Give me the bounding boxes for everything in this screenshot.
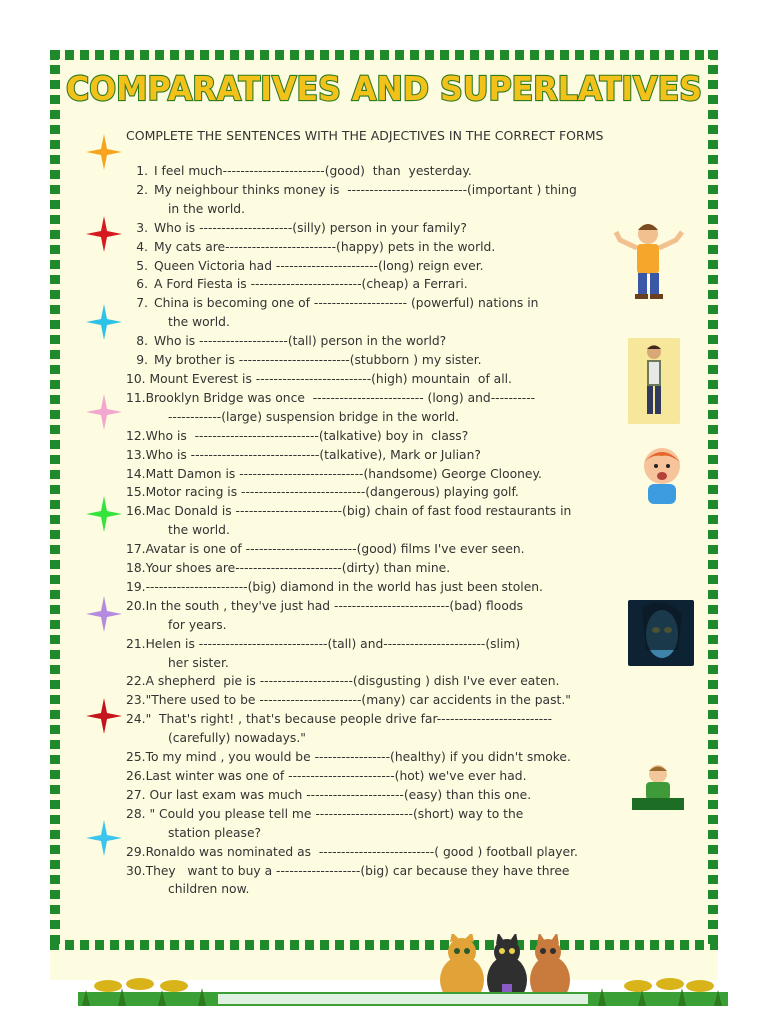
standing-boy-icon bbox=[628, 338, 680, 424]
sentence-number: 1. bbox=[136, 164, 148, 178]
sentence-line bbox=[126, 427, 686, 446]
sentence-number: 2. bbox=[136, 182, 148, 197]
sentence-text: Brooklyn Bridge was once ------------------------- (long) and---------- bbox=[145, 390, 536, 405]
sentence-line bbox=[126, 748, 686, 767]
sentence-number: 21. bbox=[126, 636, 146, 651]
sentence-number: 23. bbox=[126, 693, 146, 708]
sentence-text: China is becoming one of --------------------- (powerful) nations in bbox=[154, 296, 539, 311]
sentence-number: 7. bbox=[136, 296, 148, 311]
sentence-text: Who is ---------------------(silly) person in your family? bbox=[154, 220, 467, 235]
orange-star-icon bbox=[86, 134, 122, 170]
sentence-line bbox=[126, 635, 686, 654]
sentence-line bbox=[126, 351, 686, 370]
sentence-text: Who is -----------------------------(talkative), Mark or Julian? bbox=[145, 447, 481, 462]
sentence-text: Matt Damon is ----------------------------(handsome) George Clooney. bbox=[145, 466, 542, 481]
sentence-line bbox=[126, 672, 686, 691]
sentence-number: 6. bbox=[136, 277, 148, 292]
sentence-number: 25. bbox=[126, 750, 146, 765]
sentence-number: 5. bbox=[136, 258, 148, 273]
sentence-line bbox=[126, 389, 686, 408]
sentence-line bbox=[126, 238, 686, 257]
sentence-line bbox=[126, 200, 686, 219]
sentence-line bbox=[126, 219, 686, 238]
sentence-number: 3. bbox=[136, 220, 148, 235]
sentence-text: (carefully) nowadays." bbox=[168, 731, 306, 746]
sentence-number: 28. bbox=[126, 806, 146, 821]
title-text: COMPARATIVES AND SUPERLATIVES bbox=[66, 69, 702, 108]
sentence-number: 9. bbox=[136, 353, 148, 368]
sentence-text: They want to buy a -------------------(big) car because they have three bbox=[145, 863, 570, 878]
sentence-line bbox=[126, 483, 686, 502]
sentence-text: Avatar is one of -------------------------(good) films I've ever seen. bbox=[145, 542, 525, 557]
sentence-line bbox=[126, 332, 686, 351]
sentence-line bbox=[126, 408, 686, 427]
sentence-number: 29. bbox=[126, 844, 146, 859]
sentence-line bbox=[126, 446, 686, 465]
sentence-text: My cats are-------------------------(happy) pets in the world. bbox=[154, 239, 496, 254]
sentence-line bbox=[126, 767, 686, 786]
sentence-number: 8. bbox=[136, 334, 148, 349]
sentence-number: 18. bbox=[126, 561, 146, 576]
sentence-number: 24. bbox=[126, 712, 146, 727]
sentence-line bbox=[126, 540, 686, 559]
sentence-text: To my mind , you would be -----------------(healthy) if you didn't smoke. bbox=[145, 750, 571, 765]
sentence-line bbox=[126, 805, 686, 824]
sentence-text: the world. bbox=[168, 523, 230, 538]
sentence-number: 17. bbox=[126, 542, 146, 557]
sentence-text: My neighbour thinks money is ---------------------------(important ) thing bbox=[154, 182, 577, 197]
sentence-line bbox=[126, 616, 686, 635]
sentence-text: Helen is -----------------------------(tall) and-----------------------(slim) bbox=[145, 636, 521, 651]
sentence-line bbox=[126, 370, 686, 389]
sentence-text: her sister. bbox=[168, 655, 229, 670]
sentence-number: 14. bbox=[126, 466, 146, 481]
sentence-line bbox=[126, 862, 686, 881]
grass-icon bbox=[78, 972, 728, 1008]
sentence-line bbox=[126, 654, 686, 673]
sentence-text: A shepherd pie is ---------------------(disgusting ) dish I've ever eaten. bbox=[145, 674, 560, 689]
sentence-text: Our last exam was much ----------------------(easy) than this one. bbox=[145, 787, 532, 802]
sentence-text: Mount Everest is --------------------------(high) mountain of all. bbox=[145, 371, 512, 386]
sentence-line bbox=[126, 294, 686, 313]
sentence-number: 20. bbox=[126, 598, 146, 613]
sentence-line bbox=[126, 559, 686, 578]
sentence-line bbox=[126, 502, 686, 521]
sentence-line bbox=[126, 521, 686, 540]
sentence-line bbox=[126, 313, 686, 332]
sentence-text: Motor racing is ----------------------------(dangerous) playing golf. bbox=[145, 485, 519, 500]
sentence-text: Ronaldo was nominated as --------------------------( good ) football player. bbox=[145, 844, 578, 859]
sentence-number: 22. bbox=[126, 674, 146, 689]
red-star-icon bbox=[86, 698, 122, 734]
sentence-line bbox=[126, 691, 686, 710]
sentence-text: My brother is -------------------------(stubborn ) my sister. bbox=[154, 353, 482, 368]
sentence-number: 11. bbox=[126, 390, 146, 405]
avatar-face-icon bbox=[628, 600, 694, 666]
sentence-text: Your shoes are------------------------(dirty) than mine. bbox=[145, 561, 451, 576]
sentence-line bbox=[126, 578, 686, 597]
dotted-border-top bbox=[50, 50, 718, 60]
red-star-icon bbox=[86, 216, 122, 252]
sentence-line bbox=[126, 257, 686, 276]
sentence-line bbox=[126, 181, 686, 200]
sentence-line bbox=[126, 275, 686, 294]
sentence-text: A Ford Fiesta is -------------------------(cheap) a Ferrari. bbox=[154, 277, 468, 292]
sentence-text: for years. bbox=[168, 617, 227, 632]
sentence-number: 12. bbox=[126, 428, 146, 443]
dotted-border-left bbox=[50, 50, 60, 950]
sentence-text: Queen Victoria had -----------------------(long) reign ever. bbox=[154, 258, 484, 273]
sentence-line bbox=[126, 465, 686, 484]
man-at-desk-icon bbox=[630, 762, 686, 812]
sentence-text: station please? bbox=[168, 825, 262, 840]
sentence-text: Last winter was one of ------------------------(hot) we've ever had. bbox=[145, 769, 527, 783]
sentence-number: 30. bbox=[126, 863, 146, 878]
worksheet bbox=[50, 50, 718, 980]
cartoon-man-icon bbox=[610, 218, 688, 304]
sentence-number: 26. bbox=[126, 769, 146, 783]
sentence-line bbox=[126, 843, 686, 862]
cyan-star-icon bbox=[86, 820, 122, 856]
sentence-text: Mac Donald is ------------------------(big) chain of fast food restaurants in bbox=[145, 504, 572, 519]
sentence-line bbox=[126, 597, 686, 616]
sentence-text: -----------------------(big) diamond in the world has just been stolen. bbox=[145, 579, 543, 594]
sentence-text: " That's right! , that's because people drive far-------------------------- bbox=[145, 712, 553, 727]
sentence-line bbox=[126, 729, 686, 748]
sentence-number: 15. bbox=[126, 485, 146, 500]
dotted-border-bottom bbox=[50, 940, 718, 950]
sentence-text: Who is --------------------(tall) person in the world? bbox=[154, 334, 447, 349]
sentence-text: in the world. bbox=[168, 201, 245, 216]
sentence-text: " Could you please tell me ----------------------(short) way to the bbox=[145, 806, 524, 821]
green-star-icon bbox=[86, 496, 122, 532]
sentence-line bbox=[126, 786, 686, 805]
sentence-text: the world. bbox=[168, 315, 230, 330]
purple-star-icon bbox=[86, 596, 122, 632]
sentence-text: Who is ----------------------------(talkative) boy in class? bbox=[145, 428, 469, 443]
cyan-star-icon bbox=[86, 304, 122, 340]
sentence-number: 19. bbox=[126, 579, 146, 594]
page-title bbox=[62, 62, 706, 110]
sentence-line bbox=[126, 162, 686, 181]
sentence-text: I feel much-----------------------(good) than yesterday. bbox=[154, 164, 472, 178]
sentence-text: ------------(large) suspension bridge in the world. bbox=[168, 409, 460, 424]
sentence-number: 13. bbox=[126, 447, 146, 462]
dotted-border-right bbox=[708, 50, 718, 950]
sentence-text: "There used to be -----------------------(many) car accidents in the past." bbox=[145, 693, 571, 708]
sentence-text: children now. bbox=[168, 882, 250, 897]
sentence-line bbox=[126, 824, 686, 843]
sentence-line bbox=[126, 880, 686, 899]
instruction-text: COMPLETE THE SENTENCES WITH THE ADJECTIVES IN THE CORRECT FORMS bbox=[126, 128, 604, 143]
sentence-number: 10. bbox=[126, 371, 146, 386]
sentence-line bbox=[126, 710, 686, 729]
sentence-text: In the south , they've just had --------------------------(bad) floods bbox=[145, 598, 524, 613]
sentence-list bbox=[126, 162, 686, 899]
pink-star-icon bbox=[86, 394, 122, 430]
sentence-number: 16. bbox=[126, 504, 146, 519]
sentence-number: 4. bbox=[136, 239, 148, 254]
sentence-number: 27. bbox=[126, 787, 146, 802]
cartoon-boy-icon bbox=[630, 440, 696, 506]
